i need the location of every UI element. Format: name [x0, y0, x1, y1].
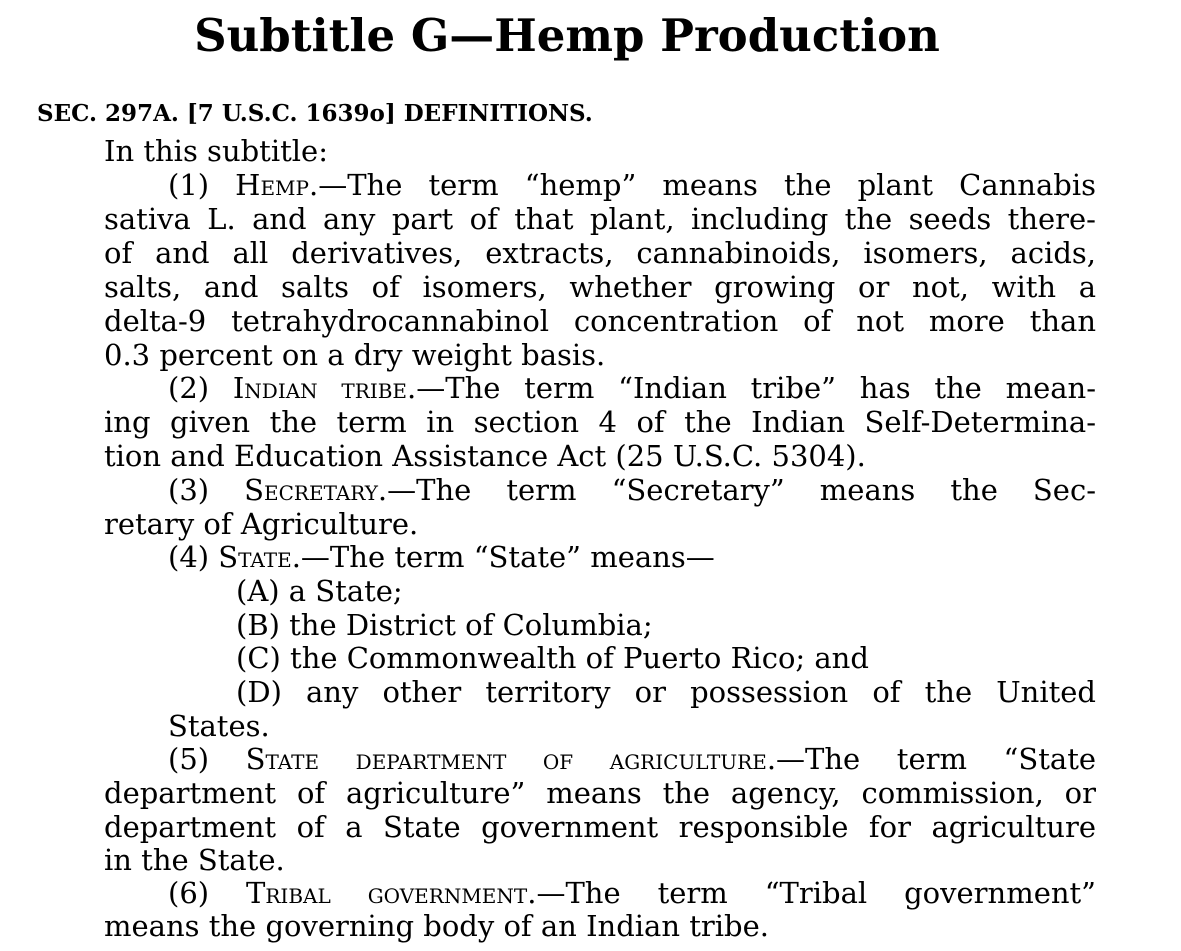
- definition-number: (6): [168, 876, 247, 910]
- definition-line: of and all derivatives, extracts, cannabinoids, isomers, acids,: [104, 236, 1096, 270]
- defined-term-tribal-government: Tribal government: [246, 876, 528, 910]
- definition-lead-text: .—The term “State: [766, 742, 1097, 776]
- definition-line: department of agriculture” means the agency, commission, or: [104, 776, 1096, 810]
- definition-hemp-lead-line: [168, 168, 1096, 202]
- definition-line: means the governing body of an Indian tribe.: [104, 909, 769, 943]
- definition-secretary-lead-line: [168, 473, 1096, 507]
- definition-lead-text: .—The term “hemp” means the plant Cannabis: [309, 168, 1096, 202]
- defined-term-state-department-of-agriculture: State department of agriculture: [245, 742, 767, 776]
- definition-lead-text: .—The term “State” means—: [291, 540, 715, 574]
- defined-term-secretary: Secretary: [244, 473, 378, 507]
- definition-line: salts, and salts of isomers, whether growing or not, with a: [104, 270, 1096, 304]
- state-subitem-a: (A) a State;: [236, 574, 403, 608]
- defined-term-hemp: Hemp: [235, 168, 309, 202]
- state-subitem-d: (D) any other territory or possession of the United: [236, 675, 1096, 709]
- section-heading: SEC. 297A. [7 U.S.C. 1639o] DEFINITIONS.: [37, 100, 593, 127]
- definition-state-department-lead-line: [168, 742, 1096, 776]
- definition-line: department of a State government responsible for agriculture: [104, 810, 1096, 844]
- definition-tribal-government-lead-line: [168, 876, 1096, 910]
- definition-line: ing given the term in section 4 of the Indian Self-Determina-: [104, 405, 1096, 439]
- definition-line: tion and Education Assistance Act (25 U.S.C. 5304).: [104, 439, 866, 473]
- definition-lead-text: .—The term “Indian tribe” has the mean-: [407, 371, 1097, 405]
- definition-line: retary of Agriculture.: [104, 507, 419, 541]
- definition-number: (3): [168, 473, 245, 507]
- definition-line: sativa L. and any part of that plant, including the seeds there-: [104, 202, 1096, 236]
- defined-term-state: State: [218, 540, 292, 574]
- definition-lead-text: .—The term “Secretary” means the Sec-: [377, 473, 1096, 507]
- definition-number: (5): [168, 742, 246, 776]
- definition-indian-tribe-lead-line: [168, 371, 1096, 405]
- definition-number: (4): [168, 540, 219, 574]
- definition-line: in the State.: [104, 843, 285, 877]
- defined-term-indian-tribe: Indian tribe: [232, 371, 408, 405]
- state-subitem-d-continuation: States.: [168, 709, 270, 743]
- state-subitem-c: (C) the Commonwealth of Puerto Rico; and: [236, 641, 869, 675]
- subtitle-heading: Subtitle G—Hemp Production: [194, 9, 940, 62]
- definition-lead-text: .—The term “Tribal government”: [527, 876, 1097, 910]
- section-intro: In this subtitle:: [104, 134, 328, 168]
- definition-line: 0.3 percent on a dry weight basis.: [104, 338, 606, 372]
- definition-number: (1): [168, 168, 236, 202]
- state-subitem-b: (B) the District of Columbia;: [236, 608, 653, 642]
- definition-line: delta-9 tetrahydrocannabinol concentration of not more than: [104, 304, 1096, 338]
- definition-number: (2): [168, 371, 233, 405]
- definition-state-lead-line: [168, 540, 1096, 574]
